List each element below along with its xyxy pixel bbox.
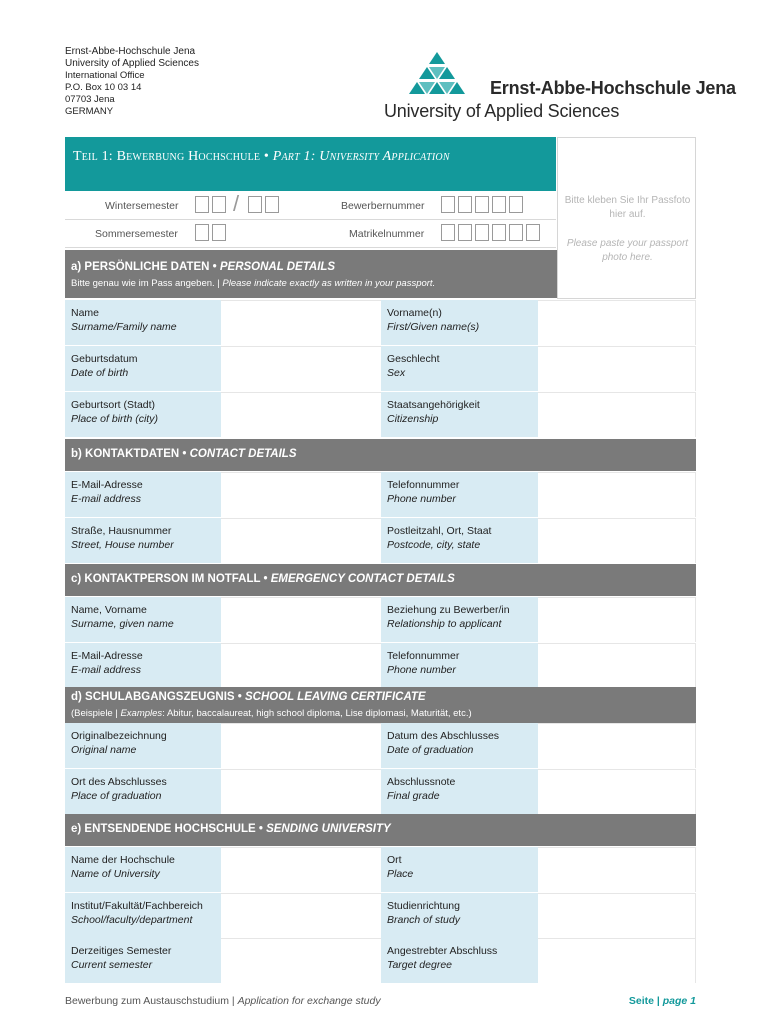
citizenship-input[interactable] — [538, 392, 696, 437]
sex-input[interactable] — [538, 346, 696, 391]
field-label-de: Telefonnummer — [387, 479, 460, 491]
university-place-input[interactable] — [538, 847, 696, 892]
field-label-de: Geschlecht — [387, 353, 440, 365]
section-b-header — [65, 439, 696, 471]
form-title-bar — [65, 137, 556, 191]
matriculation-number-label: Matrikelnummer — [349, 228, 425, 240]
winter-year2-boxes[interactable] — [248, 196, 279, 213]
field-label-de: Institut/Fakultät/Fachbereich — [71, 900, 203, 912]
form-row-department — [65, 893, 696, 938]
section-d-title: d) SCHULABGANGSZEUGNIS • SCHOOL LEAVING CERTIFICATE — [71, 691, 426, 703]
section-a-header — [65, 250, 557, 298]
form-row-emergency-name — [65, 597, 696, 642]
passport-photo-area[interactable] — [557, 137, 696, 299]
field-label-de: Geburtsort (Stadt) — [71, 399, 156, 411]
field-label-de: Beziehung zu Bewerber/in — [387, 604, 510, 616]
section-b-title: b) KONTAKTDATEN • CONTACT DETAILS — [71, 448, 297, 460]
title-separator: • — [260, 149, 273, 164]
field-label-en: Sex — [387, 367, 406, 379]
field-label-de: Postleitzahl, Ort, Staat — [387, 525, 492, 537]
street-input[interactable] — [221, 518, 381, 563]
field-label-de: E-Mail-Adresse — [71, 650, 143, 662]
winter-semester-row — [65, 192, 556, 220]
logo-name: Ernst-Abbe-Hochschule Jena — [490, 78, 736, 98]
relationship-input[interactable] — [538, 597, 696, 642]
field-label-en: Relationship to applicant — [387, 618, 502, 630]
original-name-input[interactable] — [221, 723, 381, 768]
section-a-title: a) PERSÖNLICHE DATEN • PERSONAL DETAILS — [71, 261, 336, 273]
photo-instruction-de: Bitte kleben Sie Ihr Passfoto hier auf. — [564, 195, 691, 220]
title-de: Teil 1: Bewerbung Hochschule — [73, 149, 261, 164]
graduation-date-input[interactable] — [538, 723, 696, 768]
form-row-graduation-place — [65, 769, 696, 814]
phone-input[interactable] — [538, 472, 696, 517]
field-label-de: Name, Vorname — [71, 604, 147, 616]
section-e-title: e) ENTSENDENDE HOCHSCHULE • SENDING UNIVERSITY — [71, 823, 391, 835]
field-label-de: Straße, Hausnummer — [71, 525, 172, 537]
field-label-en: Place — [387, 868, 414, 880]
section-a-note: Bitte genau wie im Pass angeben. | Please indicate exactly as written in your passport. — [71, 278, 436, 289]
winter-year-boxes[interactable] — [195, 196, 226, 213]
section-d-header — [65, 687, 696, 723]
field-label-de: Angestrebter Abschluss — [387, 945, 498, 957]
form-title — [73, 147, 450, 167]
title-en: Part 1: University Application — [272, 149, 450, 164]
field-label-en: Date of graduation — [387, 744, 474, 756]
current-semester-input[interactable] — [221, 938, 381, 983]
field-label-de: Ort des Abschlusses — [71, 776, 167, 788]
section-c-title: c) KONTAKTPERSON IM NOTFALL • EMERGENCY CONTACT DETAILS — [71, 573, 455, 585]
field-label-en: E-mail address — [71, 664, 142, 676]
email-input[interactable] — [221, 472, 381, 517]
field-label-en: Current semester — [71, 959, 153, 971]
sender-address — [65, 46, 199, 118]
field-label-en: Place of birth (city) — [71, 413, 158, 425]
section-c-header — [65, 564, 696, 596]
field-label-en: Postcode, city, state — [387, 539, 481, 551]
university-name-input[interactable] — [221, 847, 381, 892]
emergency-name-input[interactable] — [221, 597, 381, 642]
place-of-birth-input[interactable] — [221, 392, 381, 437]
target-degree-input[interactable] — [538, 938, 696, 983]
branch-of-study-input[interactable] — [538, 893, 696, 938]
field-label-en: Phone number — [387, 664, 456, 676]
form-row-surname — [65, 300, 696, 345]
field-label-de: Staatsangehörigkeit — [387, 399, 480, 411]
date-of-birth-input[interactable] — [221, 346, 381, 391]
photo-instruction-en: Please paste your passport photo here. — [566, 238, 689, 263]
section-d-note: (Beispiele | Examples: Abitur, baccalaureat, high school diploma, Lise diplomasi, Maturität, etc.) — [71, 708, 472, 719]
field-label-en: Original name — [71, 744, 137, 756]
logo-subtitle: University of Applied Sciences — [384, 101, 620, 121]
field-label-en: Branch of study — [387, 914, 460, 926]
surname-input[interactable] — [221, 300, 381, 345]
field-label-en: E-mail address — [71, 493, 142, 505]
field-label-de: Studienrichtung — [387, 900, 460, 912]
university-logo — [384, 52, 736, 122]
field-label-en: Name of University — [71, 868, 160, 880]
triangle-logo-icon — [394, 52, 480, 100]
address-line: University of Applied Sciences — [65, 58, 199, 69]
field-label-en: Street, House number — [71, 539, 174, 551]
field-label-de: Originalbezeichnung — [71, 730, 167, 742]
applicant-number-label: Bewerbernummer — [341, 200, 425, 212]
field-label-de: Telefonnummer — [387, 650, 460, 662]
form-row-semester — [65, 938, 696, 983]
section-e-header — [65, 814, 696, 846]
emergency-phone-input[interactable] — [538, 643, 696, 688]
winter-semester-label: Wintersemester — [105, 200, 179, 212]
field-label-de: Abschlussnote — [387, 776, 456, 788]
form-row-email — [65, 472, 696, 517]
field-label-de: E-Mail-Adresse — [71, 479, 143, 491]
field-label-en: Surname, given name — [71, 618, 174, 630]
summer-semester-row — [65, 220, 556, 248]
field-label-en: School/faculty/department — [71, 914, 193, 926]
form-row-birthdate — [65, 346, 696, 391]
emergency-email-input[interactable] — [221, 643, 381, 688]
form-row-original-name — [65, 723, 696, 768]
address-line: 07703 Jena — [65, 94, 115, 105]
address-line: International Office — [65, 70, 145, 81]
department-input[interactable] — [221, 893, 381, 938]
field-label-en: Place of graduation — [71, 790, 162, 802]
address-line: P.O. Box 10 03 14 — [65, 82, 142, 93]
matriculation-number-boxes[interactable] — [441, 224, 540, 241]
field-label-en: First/Given name(s) — [387, 321, 480, 333]
field-label-de: Vorname(n) — [387, 307, 442, 319]
field-label-en: Surname/Family name — [71, 321, 177, 333]
form-row-street — [65, 518, 696, 563]
field-label-en: Citizenship — [387, 413, 439, 425]
field-label-de: Name der Hochschule — [71, 854, 175, 866]
graduation-place-input[interactable] — [221, 769, 381, 814]
postcode-city-input[interactable] — [538, 518, 696, 563]
field-label-en: Final grade — [387, 790, 440, 802]
field-label-en: Phone number — [387, 493, 456, 505]
address-line: GERMANY — [65, 106, 114, 117]
first-name-input[interactable] — [538, 300, 696, 345]
page-number: Seite | page 1 — [628, 995, 696, 1007]
field-label-de: Name — [71, 307, 100, 319]
summer-semester-label: Sommersemester — [95, 228, 178, 240]
form-row-emergency-email — [65, 643, 696, 688]
field-label-de: Geburtsdatum — [71, 353, 138, 365]
form-row-university-name — [65, 847, 696, 892]
address-line: Ernst-Abbe-Hochschule Jena — [65, 46, 196, 57]
applicant-number-boxes[interactable] — [441, 196, 523, 213]
field-label-de: Derzeitiges Semester — [71, 945, 172, 957]
summer-year-boxes[interactable] — [195, 224, 226, 241]
final-grade-input[interactable] — [538, 769, 696, 814]
form-row-birthplace — [65, 392, 696, 437]
field-label-en: Date of birth — [71, 367, 129, 379]
field-label-de: Ort — [387, 854, 402, 866]
field-label-de: Datum des Abschlusses — [387, 730, 500, 742]
field-label-en: Target degree — [387, 959, 452, 971]
footer-title: Bewerbung zum Austauschstudium | Application for exchange study — [65, 995, 381, 1007]
semester-slash: / — [233, 191, 240, 216]
